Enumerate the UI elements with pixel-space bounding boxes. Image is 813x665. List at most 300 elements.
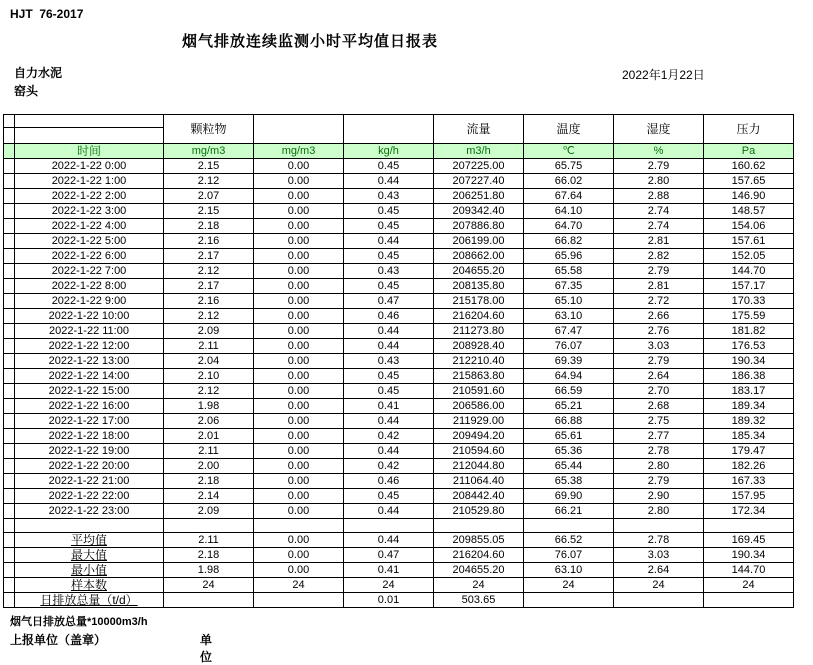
footer-note: 烟气日排放总量*10000m3/h	[10, 616, 148, 628]
table-row	[4, 429, 794, 444]
table-row	[4, 414, 794, 429]
row-gutter	[4, 474, 15, 489]
value-cell: 67.47	[524, 324, 614, 339]
row-gutter	[4, 578, 15, 593]
value-cell: 2.74	[614, 219, 704, 234]
value-cell: 65.75	[524, 159, 614, 174]
value-cell: 154.06	[704, 219, 794, 234]
table-row	[4, 384, 794, 399]
header-unit-row	[4, 144, 794, 159]
row-gutter	[4, 459, 15, 474]
value-cell: 66.21	[524, 504, 614, 519]
value-cell: 169.45	[704, 533, 794, 548]
value-cell: 0.00	[254, 324, 344, 339]
time-cell: 2022-1-22 22:00	[15, 489, 164, 504]
value-cell: 0.00	[254, 309, 344, 324]
table-row	[4, 279, 794, 294]
value-cell: 2.81	[614, 234, 704, 249]
value-cell: 189.32	[704, 414, 794, 429]
time-column-header: 时间	[15, 144, 164, 159]
value-cell: 2.74	[614, 204, 704, 219]
value-cell	[164, 593, 254, 608]
company-name: 自力水泥	[14, 66, 63, 80]
value-cell: 0.44	[344, 444, 434, 459]
value-cell: 0.44	[344, 504, 434, 519]
value-cell: 0.45	[344, 279, 434, 294]
value-cell: 24	[524, 578, 614, 593]
unit-mg-m3-a: mg/m3	[164, 144, 254, 159]
value-cell: 66.82	[524, 234, 614, 249]
value-cell: 190.34	[704, 548, 794, 563]
unit-mg-m3-b: mg/m3	[254, 144, 344, 159]
value-cell: 2.10	[164, 369, 254, 384]
value-cell: 0.00	[254, 459, 344, 474]
time-cell: 2022-1-22 10:00	[15, 309, 164, 324]
value-cell: 2.78	[614, 533, 704, 548]
value-cell: 2.80	[614, 459, 704, 474]
value-cell: 209855.05	[434, 533, 524, 548]
row-gutter	[4, 563, 15, 578]
value-cell: 0.44	[344, 339, 434, 354]
value-cell: 2.18	[164, 548, 254, 563]
row-gutter	[4, 324, 15, 339]
value-cell: 67.64	[524, 189, 614, 204]
value-cell: 64.70	[524, 219, 614, 234]
value-cell: 2.18	[164, 474, 254, 489]
value-cell: 0.00	[254, 234, 344, 249]
table-row	[4, 189, 794, 204]
summary-row	[4, 533, 794, 548]
value-cell: 0.00	[254, 204, 344, 219]
col-header-temperature: 温度	[524, 115, 614, 144]
value-cell: 0.43	[344, 354, 434, 369]
table-row	[4, 474, 794, 489]
value-cell: 63.10	[524, 309, 614, 324]
value-cell: 0.00	[254, 474, 344, 489]
value-cell: 0.44	[344, 414, 434, 429]
value-cell: 65.10	[524, 294, 614, 309]
value-cell: 0.42	[344, 429, 434, 444]
value-cell: 0.47	[344, 548, 434, 563]
table-body	[4, 159, 794, 608]
value-cell: 160.62	[704, 159, 794, 174]
value-cell: 0.00	[254, 444, 344, 459]
time-cell: 2022-1-22 21:00	[15, 474, 164, 489]
value-cell: 2.14	[164, 489, 254, 504]
value-cell: 69.39	[524, 354, 614, 369]
value-cell: 2.79	[614, 264, 704, 279]
value-cell: 0.45	[344, 369, 434, 384]
unit-m3-h: m3/h	[434, 144, 524, 159]
value-cell: 2.77	[614, 429, 704, 444]
summary-label-cell: 日排放总量（t/d）	[15, 593, 164, 608]
page-title: 烟气排放连续监测小时平均值日报表	[181, 33, 438, 50]
value-cell: 152.05	[704, 249, 794, 264]
row-gutter	[4, 279, 15, 294]
value-cell: 146.90	[704, 189, 794, 204]
blank-row	[4, 519, 794, 533]
value-cell	[254, 519, 344, 533]
value-cell: 67.35	[524, 279, 614, 294]
value-cell: 179.47	[704, 444, 794, 459]
unit-label: 单位	[200, 633, 213, 664]
value-cell: 0.44	[344, 324, 434, 339]
value-cell: 1.98	[164, 399, 254, 414]
row-gutter	[4, 548, 15, 563]
table-row	[4, 339, 794, 354]
report-unit-label: 上报单位（盖章）	[10, 633, 107, 647]
value-cell: 503.65	[434, 593, 524, 608]
time-cell: 2022-1-22 17:00	[15, 414, 164, 429]
value-cell: 0.00	[254, 264, 344, 279]
value-cell: 0.43	[344, 264, 434, 279]
value-cell: 0.00	[254, 339, 344, 354]
value-cell: 157.65	[704, 174, 794, 189]
value-cell: 3.03	[614, 339, 704, 354]
value-cell: 206199.00	[434, 234, 524, 249]
value-cell: 65.61	[524, 429, 614, 444]
value-cell: 2.90	[614, 489, 704, 504]
value-cell: 2.70	[614, 384, 704, 399]
value-cell: 66.52	[524, 533, 614, 548]
table-row	[4, 234, 794, 249]
value-cell: 182.26	[704, 459, 794, 474]
value-cell: 211929.00	[434, 414, 524, 429]
time-cell: 2022-1-22 15:00	[15, 384, 164, 399]
value-cell: 206251.80	[434, 189, 524, 204]
unit-pa: Pa	[704, 144, 794, 159]
time-cell: 2022-1-22 3:00	[15, 204, 164, 219]
row-gutter	[4, 264, 15, 279]
value-cell: 2.09	[164, 504, 254, 519]
value-cell: 2.04	[164, 354, 254, 369]
value-cell: 0.45	[344, 219, 434, 234]
value-cell: 0.45	[344, 384, 434, 399]
col-header-particulate: 颗粒物	[164, 115, 254, 144]
table-row	[4, 369, 794, 384]
value-cell: 216204.60	[434, 309, 524, 324]
value-cell: 2.79	[614, 474, 704, 489]
value-cell: 207225.00	[434, 159, 524, 174]
value-cell: 204655.20	[434, 264, 524, 279]
time-cell: 2022-1-22 5:00	[15, 234, 164, 249]
value-cell: 0.00	[254, 279, 344, 294]
row-gutter	[4, 414, 15, 429]
time-cell: 2022-1-22 13:00	[15, 354, 164, 369]
value-cell: 185.34	[704, 429, 794, 444]
value-cell: 2.78	[614, 444, 704, 459]
value-cell: 2.66	[614, 309, 704, 324]
row-gutter	[4, 444, 15, 459]
value-cell: 2.79	[614, 354, 704, 369]
value-cell	[254, 593, 344, 608]
value-cell: 65.96	[524, 249, 614, 264]
value-cell: 0.45	[344, 489, 434, 504]
value-cell: 215178.00	[434, 294, 524, 309]
value-cell: 0.44	[344, 533, 434, 548]
value-cell: 66.59	[524, 384, 614, 399]
value-cell	[524, 519, 614, 533]
value-cell: 206586.00	[434, 399, 524, 414]
value-cell: 212044.80	[434, 459, 524, 474]
value-cell: 215863.80	[434, 369, 524, 384]
value-cell: 0.46	[344, 474, 434, 489]
value-cell: 210594.60	[434, 444, 524, 459]
value-cell: 157.95	[704, 489, 794, 504]
value-cell: 0.42	[344, 459, 434, 474]
value-cell: 2.16	[164, 234, 254, 249]
col-header-blank-1	[254, 115, 344, 144]
table-row	[4, 324, 794, 339]
value-cell: 2.15	[164, 159, 254, 174]
footer-signature-line	[10, 631, 213, 664]
value-cell: 0.00	[254, 414, 344, 429]
value-cell: 0.45	[344, 249, 434, 264]
summary-label-cell: 平均值	[15, 533, 164, 548]
value-cell: 148.57	[704, 204, 794, 219]
value-cell: 24	[344, 578, 434, 593]
table-row	[4, 444, 794, 459]
time-cell: 2022-1-22 18:00	[15, 429, 164, 444]
value-cell: 0.45	[344, 159, 434, 174]
value-cell: 2.17	[164, 249, 254, 264]
value-cell	[614, 593, 704, 608]
table-header	[4, 115, 794, 159]
value-cell: 186.38	[704, 369, 794, 384]
row-gutter	[4, 369, 15, 384]
value-cell: 190.34	[704, 354, 794, 369]
row-gutter	[4, 384, 15, 399]
value-cell: 0.00	[254, 489, 344, 504]
table-row	[4, 249, 794, 264]
value-cell: 2.00	[164, 459, 254, 474]
value-cell: 0.00	[254, 384, 344, 399]
summary-label-cell: 样本数	[15, 578, 164, 593]
value-cell: 2.12	[164, 174, 254, 189]
value-cell: 175.59	[704, 309, 794, 324]
value-cell: 207886.80	[434, 219, 524, 234]
table-row	[4, 174, 794, 189]
value-cell: 24	[254, 578, 344, 593]
value-cell: 0.00	[254, 369, 344, 384]
time-cell: 2022-1-22 1:00	[15, 174, 164, 189]
table-row	[4, 399, 794, 414]
value-cell: 2.64	[614, 563, 704, 578]
value-cell: 2.68	[614, 399, 704, 414]
value-cell: 0.44	[344, 174, 434, 189]
value-cell: 2.16	[164, 294, 254, 309]
value-cell: 181.82	[704, 324, 794, 339]
value-cell: 210591.60	[434, 384, 524, 399]
value-cell: 208928.40	[434, 339, 524, 354]
table-row	[4, 504, 794, 519]
value-cell: 2.01	[164, 429, 254, 444]
value-cell: 2.09	[164, 324, 254, 339]
time-cell: 2022-1-22 11:00	[15, 324, 164, 339]
table-row	[4, 309, 794, 324]
time-cell: 2022-1-22 6:00	[15, 249, 164, 264]
value-cell: 2.12	[164, 264, 254, 279]
row-gutter	[4, 174, 15, 189]
value-cell: 0.00	[254, 563, 344, 578]
value-cell: 183.17	[704, 384, 794, 399]
value-cell	[164, 519, 254, 533]
time-cell: 2022-1-22 7:00	[15, 264, 164, 279]
time-cell: 2022-1-22 12:00	[15, 339, 164, 354]
value-cell: 216204.60	[434, 548, 524, 563]
value-cell: 209494.20	[434, 429, 524, 444]
time-cell: 2022-1-22 19:00	[15, 444, 164, 459]
row-gutter	[4, 249, 15, 264]
value-cell: 2.12	[164, 384, 254, 399]
value-cell: 2.72	[614, 294, 704, 309]
value-cell: 2.17	[164, 279, 254, 294]
row-gutter	[4, 519, 15, 533]
row-gutter	[4, 204, 15, 219]
unit-kg-h: kg/h	[344, 144, 434, 159]
table-row	[4, 294, 794, 309]
col-header-pressure: 压力	[704, 115, 794, 144]
table-row	[4, 354, 794, 369]
value-cell: 66.02	[524, 174, 614, 189]
value-cell: 2.11	[164, 444, 254, 459]
header-group-row	[4, 115, 794, 128]
value-cell: 69.90	[524, 489, 614, 504]
row-gutter	[4, 144, 15, 159]
summary-row	[4, 563, 794, 578]
time-cell: 2022-1-22 23:00	[15, 504, 164, 519]
value-cell: 0.00	[254, 189, 344, 204]
value-cell: 2.75	[614, 414, 704, 429]
value-cell: 24	[164, 578, 254, 593]
value-cell: 189.34	[704, 399, 794, 414]
value-cell: 211273.80	[434, 324, 524, 339]
time-cell	[15, 519, 164, 533]
value-cell: 66.88	[524, 414, 614, 429]
value-cell: 2.81	[614, 279, 704, 294]
value-cell: 0.41	[344, 563, 434, 578]
value-cell: 170.33	[704, 294, 794, 309]
row-gutter	[4, 533, 15, 548]
value-cell: 211064.40	[434, 474, 524, 489]
value-cell: 204655.20	[434, 563, 524, 578]
value-cell: 0.00	[254, 354, 344, 369]
value-cell	[524, 593, 614, 608]
row-gutter	[4, 219, 15, 234]
value-cell: 210529.80	[434, 504, 524, 519]
value-cell: 63.10	[524, 563, 614, 578]
value-cell: 0.01	[344, 593, 434, 608]
station-name: 窑头	[14, 84, 39, 98]
value-cell: 2.11	[164, 339, 254, 354]
value-cell: 24	[614, 578, 704, 593]
value-cell: 157.17	[704, 279, 794, 294]
value-cell: 24	[704, 578, 794, 593]
value-cell: 64.10	[524, 204, 614, 219]
value-cell: 0.00	[254, 174, 344, 189]
value-cell: 208442.40	[434, 489, 524, 504]
value-cell: 0.00	[254, 533, 344, 548]
value-cell: 172.34	[704, 504, 794, 519]
value-cell: 2.12	[164, 309, 254, 324]
row-gutter	[4, 339, 15, 354]
doc-code: HJT 76-2017	[10, 7, 84, 21]
row-gutter	[4, 429, 15, 444]
summary-label-cell: 最大值	[15, 548, 164, 563]
row-gutter	[4, 504, 15, 519]
value-cell: 65.21	[524, 399, 614, 414]
header-corner-top	[15, 115, 164, 128]
value-cell: 2.11	[164, 533, 254, 548]
value-cell: 2.15	[164, 204, 254, 219]
unit-celsius: ℃	[524, 144, 614, 159]
value-cell: 0.41	[344, 399, 434, 414]
value-cell: 0.45	[344, 204, 434, 219]
row-gutter	[4, 489, 15, 504]
value-cell: 209342.40	[434, 204, 524, 219]
value-cell: 144.70	[704, 563, 794, 578]
value-cell: 167.33	[704, 474, 794, 489]
value-cell: 0.44	[344, 234, 434, 249]
row-gutter	[4, 159, 15, 174]
value-cell: 76.07	[524, 548, 614, 563]
value-cell: 0.47	[344, 294, 434, 309]
value-cell: 2.82	[614, 249, 704, 264]
value-cell: 212210.40	[434, 354, 524, 369]
value-cell: 3.03	[614, 548, 704, 563]
col-header-flow: 流量	[434, 115, 524, 144]
value-cell: 208662.00	[434, 249, 524, 264]
row-gutter	[4, 234, 15, 249]
value-cell: 2.88	[614, 189, 704, 204]
value-cell: 2.18	[164, 219, 254, 234]
value-cell: 1.98	[164, 563, 254, 578]
value-cell: 65.44	[524, 459, 614, 474]
summary-row	[4, 548, 794, 563]
value-cell: 0.00	[254, 548, 344, 563]
row-gutter	[4, 294, 15, 309]
value-cell: 0.00	[254, 159, 344, 174]
value-cell: 0.00	[254, 429, 344, 444]
col-header-blank-2	[344, 115, 434, 144]
table-row	[4, 264, 794, 279]
row-gutter	[4, 354, 15, 369]
col-header-humidity: 湿度	[614, 115, 704, 144]
table-row	[4, 204, 794, 219]
value-cell: 2.06	[164, 414, 254, 429]
report-table	[3, 114, 794, 608]
value-cell: 157.61	[704, 234, 794, 249]
value-cell: 2.80	[614, 174, 704, 189]
value-cell: 0.00	[254, 249, 344, 264]
summary-row	[4, 578, 794, 593]
time-cell: 2022-1-22 14:00	[15, 369, 164, 384]
value-cell: 0.00	[254, 504, 344, 519]
value-cell: 24	[434, 578, 524, 593]
value-cell: 64.94	[524, 369, 614, 384]
summary-row	[4, 593, 794, 608]
table-row	[4, 489, 794, 504]
value-cell: 176.53	[704, 339, 794, 354]
header-corner-bottom	[15, 128, 164, 144]
value-cell: 0.00	[254, 219, 344, 234]
time-cell: 2022-1-22 8:00	[15, 279, 164, 294]
time-cell: 2022-1-22 20:00	[15, 459, 164, 474]
row-gutter	[4, 309, 15, 324]
value-cell: 144.70	[704, 264, 794, 279]
value-cell: 76.07	[524, 339, 614, 354]
table-row	[4, 219, 794, 234]
